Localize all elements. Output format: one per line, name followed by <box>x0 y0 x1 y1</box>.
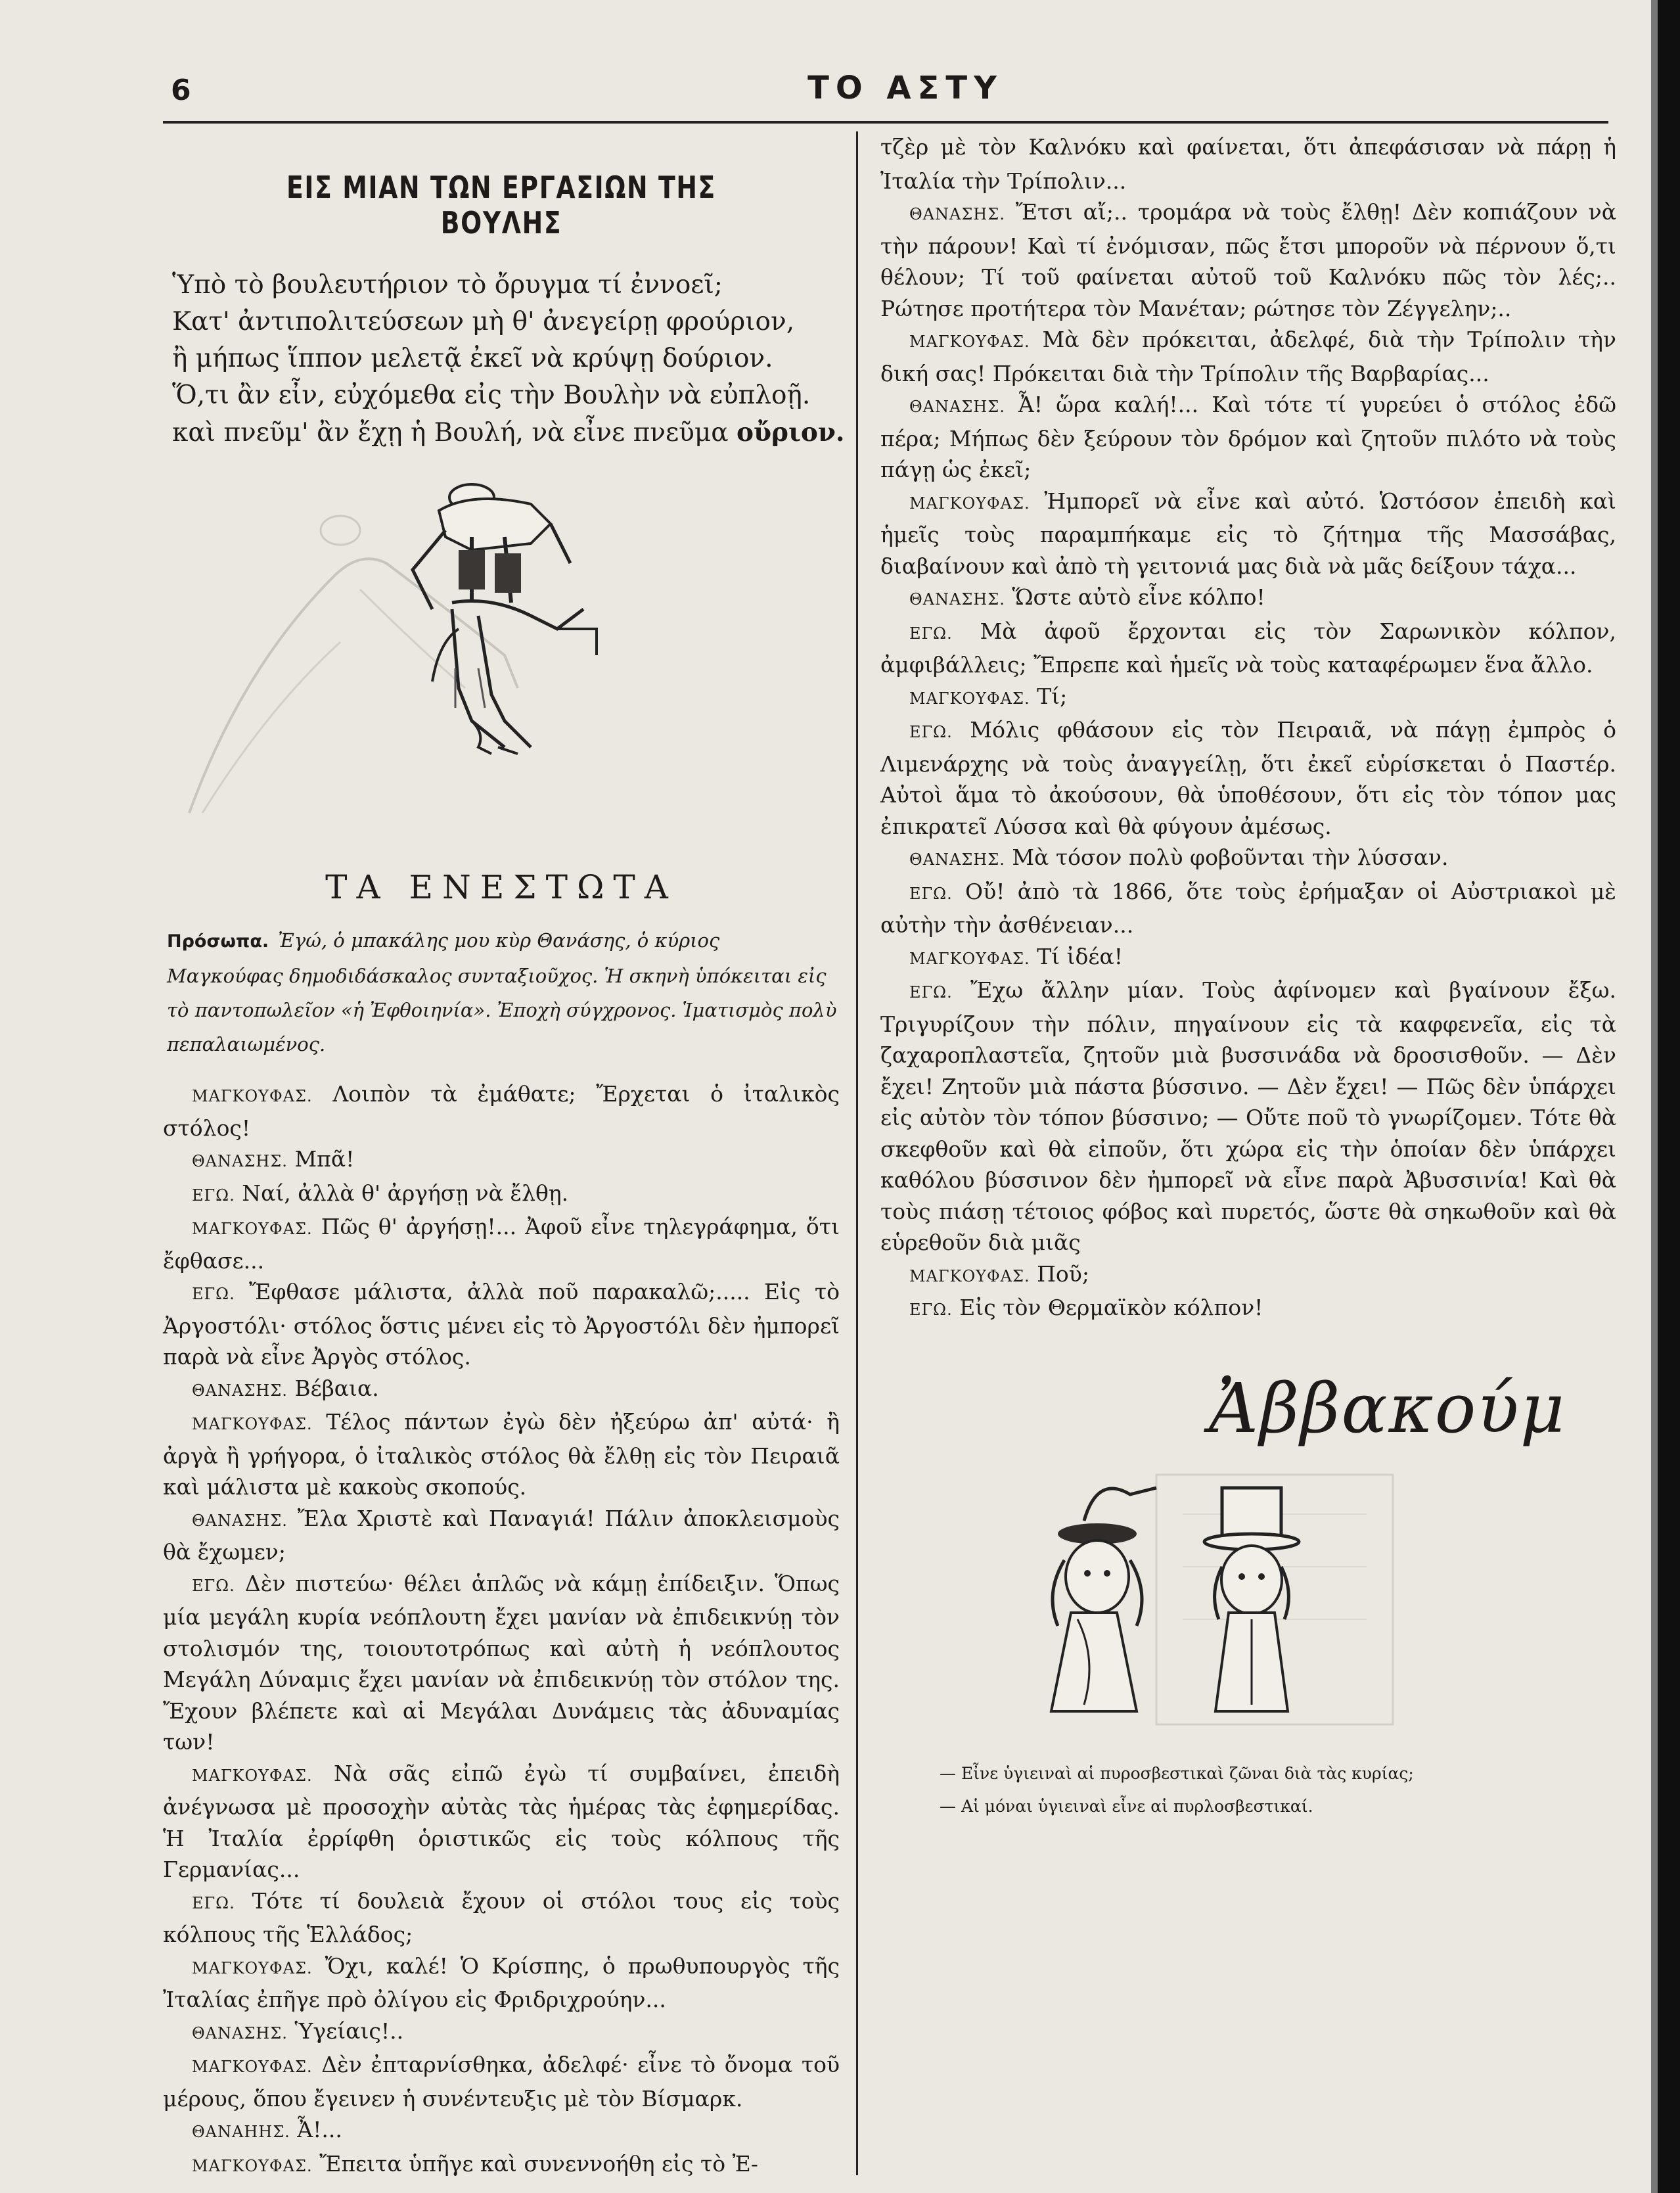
dialogue-line <box>880 876 1616 941</box>
dialogue-text: Τότε τί δουλειὰ ἔχουν οἱ στόλοι τους εἰς τοὺς κόλπους τῆς Ἑλλάδος; <box>163 1887 840 1947</box>
cast-text: Ἐγώ, ὁ μπακάλης μου κὺρ Θανάσης, ὁ κύριος Μαγκούφας δημοδιδάσκαλος συνταξιοῦχος. Ἡ σκηνὴ ὑπόκειται εἰς τὸ παντοπωλεῖον «ἡ Ἐφθοιηνία». Ἐποχὴ σύγχρονος. Ἱματισμὸς πολὺ πεπαλαιωμένος. <box>167 929 837 1055</box>
illustration-acrobats <box>163 471 840 859</box>
dialogue-text: Ἔχω ἄλλην μίαν. Τοὺς ἀφίνομεν καὶ βγαίνουν ἔξω. Τριγυρίζουν τὴν πόλιν, πηγαίνουν εἰς τὰ καφφενεῖα, εἰς τὰ ζαχαροπλαστεῖα, ζητοῦν μιὰ βυσσινάδα νὰ δροσισθοῦν. — Δὲν ἔχει! Ζητοῦν μιὰ πάστα βύσσινο. — Δὲν ἔχει! — Πῶς δὲν ὑπάρχει εἰς αὐτὸν τὸν τόπον βύσσινο; — Οὔτε ποῦ τὸ γνωρίζομεν. Τότε θὰ σκεφθοῦν καὶ θὰ εἰποῦν, ὅτι χώρα εἰς τὴν ὁποίαν δὲν ὑπάρχει καθόλου βύσσινον δὲν ἠμπορεῖ νὰ εἶνε παρὰ Ἀβυσσινία! Καὶ θὰ τοὺς πιάσῃ τέτοιος φόβος καὶ πυρετός, ὥστε θὰ σηκωθοῦν καὶ θὰ εὑρεθοῦν διὰ μιᾶς <box>880 977 1616 1255</box>
dialogue-line <box>163 1211 840 1276</box>
poem-last-line <box>172 414 845 451</box>
speaker-name: ΕΓΩ. <box>909 624 953 643</box>
speaker-name: ΜΑΓΚΟΥΦΑΣ. <box>909 494 1030 513</box>
dialogue-line <box>163 1951 840 2016</box>
speaker-name: ΕΓΩ. <box>192 1893 235 1912</box>
speaker-name: ΕΓΩ. <box>192 1285 235 1303</box>
author-signature: Ἀββακούμ <box>1209 1368 1566 1448</box>
dialogue-line <box>163 1758 840 1885</box>
scan-edge-shadow <box>1651 0 1658 2193</box>
speaker-name: ΜΑΓΚΟΥΦΑΣ. <box>192 1415 313 1433</box>
dialogue-text: Ὄχι, καλέ! Ὁ Κρίσπης, ὁ πρωθυπουργὸς τῆς Ἰταλίας ἐπῆγε πρὸ ὀλίγου εἰς Φριδριχρούην... <box>163 1952 840 2012</box>
acrobats-drawing <box>163 471 840 859</box>
dialogue-text: Ποῦ; <box>1037 1260 1089 1287</box>
dialogue-text: Δὲν ἐπταρνίσθηκα, ἀδελφέ· εἶνε τὸ ὄνομα τοῦ μέρους, ὅπου ἔγεινεν ἡ συνέντευξις μὲ τὸν Βίσμαρκ. <box>163 2052 840 2112</box>
dialogue-text: Εἰς τὸν Θερμαϊκὸν κόλπον! <box>959 1295 1263 1320</box>
page-number: 6 <box>171 74 191 107</box>
dialogue-text: Δὲν πιστεύω· θέλει ἁπλῶς νὰ κάμῃ ἐπίδειξιν. Ὅπως μία μεγάλη κυρία νεόπλουτη ἔχει μανίαν νὰ ἐπιδεικνύῃ τὸν στολισμόν της, τοιουτοτρόπως καὶ αὐτὴ ἡ νεόπλουτος Μεγάλη Δύναμις ἔχει μανίαν νὰ ἐπιδεικνύῃ τὸν στόλον της. Ἔχουν βλέπετε καὶ αἱ Μεγάλαι Δυνάμεις τὰς ἀδυναμίας των! <box>163 1570 840 1755</box>
dialogue-line <box>163 1078 840 1143</box>
dialogue-text: Τί ἰδέα! <box>1037 943 1124 969</box>
dialogue-line <box>163 1178 840 1212</box>
dialogue-text: Μόλις φθάσουν εἰς τὸν Πειραιᾶ, νὰ πάγῃ ἐμπρὸς ὁ Λιμενάρχης νὰ τοὺς ἀναγγείλῃ, ὅτι ἐκεῖ εὑρίσκεται ὁ Παστέρ. Αὐτοὶ ἅμα τὸ ἀκούσουν, θὰ ὑποθέσουν, ὅτι εἰς τὸν τόπον μας ἐπικρατεῖ Λύσσα καὶ θὰ φύγουν ἀμέσως. <box>880 717 1616 839</box>
dialogue-line <box>163 1885 840 1951</box>
speaker-name: ΜΑΓΚΟΥΦΑΣ. <box>192 1087 313 1105</box>
speaker-name: ΜΑΓΚΟΥΦΑΣ. <box>192 1958 313 1977</box>
speaker-name: ΘΑΝΑΣΗΣ. <box>909 205 1005 223</box>
dialogue-left <box>163 1078 840 2182</box>
dialogue-line <box>163 1373 840 1407</box>
dialogue-line <box>880 941 1616 975</box>
speaker-name: ΕΓΩ. <box>192 1576 235 1595</box>
dialogue-line <box>880 1292 1616 1326</box>
dialogue-line <box>880 389 1616 486</box>
dialogue-line <box>880 196 1616 324</box>
cartoon-two-figures <box>880 1462 1616 1738</box>
dialogue-text: Μὰ τόσον πολὺ φοβοῦνται τὴν λύσσαν. <box>1012 844 1449 870</box>
speaker-name: ΘΑΝΑΣΗΣ. <box>909 590 1005 609</box>
dialogue-line <box>163 2016 840 2050</box>
speaker-name: ΕΓΩ. <box>909 723 953 741</box>
speaker-name: ΜΑΓΚΟΥΦΑΣ. <box>909 949 1030 968</box>
dialogue-text: Ἔφθασε μάλιστα, ἀλλὰ ποῦ παρακαλῶ;..... Εἰς τὸ Ἀργοστόλι· στόλος ὅστις μένει εἰς τὸ Ἀργοστόλι δὲν ἠμπορεῖ παρὰ νὰ εἶνε Ἀργὸς στόλος. <box>163 1279 840 1370</box>
poem-headline: ΕΙΣ ΜΙΑΝ ΤΩΝ ΕΡΓΑΣΙΩΝ ΤΗΣ ΒΟΥΛΗΣ <box>286 170 716 241</box>
speaker-name: ΜΑΓΚΟΥΦΑΣ. <box>192 1220 313 1238</box>
dialogue-line <box>163 1503 840 1568</box>
speaker-name: ΕΓΩ. <box>909 1301 953 1319</box>
dialogue-text: Βέβαια. <box>294 1375 379 1401</box>
poem-line: Ὅ,τι ἂν εἶν, εὐχόμεθα εἰς τὴν Βουλὴν νὰ εὐπλοῇ. <box>172 381 811 410</box>
speaker-name: ΜΑΓΚΟΥΦΑΣ. <box>192 2156 313 2175</box>
poem <box>172 267 845 451</box>
dialogue-line <box>880 131 1616 196</box>
column-divider <box>856 131 858 2175</box>
dialogue-text: Τέλος πάντων ἐγὼ δὲν ἠξεύρω ἀπ' αὐτά· ἢ ἀργὰ ἢ γρήγορα, ὁ ἰταλικὸς στόλος θὰ ἔλθῃ εἰς τὸν Πειραιᾶ καὶ μάλιστα μὲ κακοὺς σκοπούς. <box>163 1409 840 1500</box>
poem-line: ἢ μήπως ἵππον μελετᾷ ἐκεῖ νὰ κρύψῃ δούριον. <box>172 344 773 373</box>
left-column <box>163 131 845 2182</box>
poem-line: καὶ πνεῦμ' ἂν ἔχῃ ἡ Βουλή, νὰ εἶνε πνεῦμα <box>172 418 729 448</box>
speaker-name: ΕΓΩ. <box>909 884 953 903</box>
dialogue-text: Ὑγείαις!.. <box>294 2018 404 2044</box>
speaker-name: ΕΓΩ. <box>192 1186 235 1205</box>
dialogue-text: Ἆ!... <box>297 2117 342 2142</box>
poem-line: Κατ' ἀντιπολιτεύσεων μὴ θ' ἀνεγείρῃ φρούριον, <box>172 307 795 336</box>
dialogue-text: Ὥστε αὐτὸ εἶνε κόλπο! <box>1012 584 1265 610</box>
cartoon-caption: — Εἶνε ὑγιειναὶ αἱ πυροσβεστικαὶ ζῶναι διὰ τὰς κυρίας; <box>940 1763 1414 1783</box>
cast-label: Πρόσωπα. <box>167 931 269 952</box>
dialogue-line <box>163 1568 840 1758</box>
dialogue-line <box>163 2148 840 2182</box>
speaker-name: ΘΑΝΑΣΗΣ. <box>192 1511 288 1530</box>
dialogue-line <box>880 616 1616 681</box>
dialogue-text: Ἆ! ὥρα καλή!... Καὶ τότε τί γυρεύει ὁ στόλος ἐδῶ πέρα; Μήπως δὲν ξεύρουν τὸν δρόμον καὶ ζητοῦν πιλότο νὰ τοὺς πάγῃ ὡς ἐκεῖ; <box>880 392 1616 482</box>
cartoon-caption: — Αἱ μόναι ὑγιειναὶ εἶνε αἱ πυρλοσβεστικαί. <box>940 1796 1313 1816</box>
dialogue-text: Οὔ! ἀπὸ τὰ 1866, ὅτε τοὺς ἐρήμαξαν οἱ Αὐστριακοὶ μὲ αὐτὴν τὴν ἀσθένειαν... <box>880 878 1616 938</box>
newspaper-title: ΤΟ ΑΣΤΥ <box>807 70 1003 106</box>
poem-line: Ὑπὸ τὸ βουλευτήριον τὸ ὄρυγμα τί ἐννοεῖ; <box>172 270 723 300</box>
dialogue-text: Νὰ σᾶς εἰπῶ ἐγὼ τί συμβαίνει, ἐπειδὴ ἀνέγνωσα μὲ προσοχὴν αὐτὰς τὰς ἡμέρας τὰς ἐφημερίδας. Ἡ Ἰταλία ἐρρίφθη ὁριστικῶς εἰς τοὺς κόλπους τῆς Γερμανίας... <box>163 1760 840 1882</box>
cartoon-captions <box>940 1757 1616 1823</box>
dialogue-text: Τί; <box>1037 683 1068 709</box>
dialogue-text: Ἔτσι αἴ;.. τρομάρα νὰ τοὺς ἔλθῃ! Δὲν κοπιάζουν νὰ τὴν πάρουν! Καὶ τί ἐνόμισαν, πῶς ἔτσι μποροῦν νὰ πέρνουν ὅ,τι θέλουν; Τί τοῦ φαίνεται αὐτοῦ τοῦ Καλνόκυ πῶς τὸν λές;.. Ρώτησε προτήτερα τὸν Μανέταν; ρώτησε τὸν Ζέγγελην;.. <box>880 199 1616 321</box>
poem-emphasis: οὔριον. <box>736 417 845 448</box>
speaker-name: ΘΑΝΑΣΗΣ. <box>192 1381 288 1400</box>
dialogue-title: ΤΑ ΕΝΕΣΤΩΤΑ <box>325 868 677 906</box>
header-rule <box>163 121 1608 124</box>
dialogue-text: Ἠμπορεῖ νὰ εἶνε καὶ αὐτό. Ὡστόσον ἐπειδὴ καὶ ἡμεῖς τοὺς παραμπήκαμε εἰς τὸ ζήτημα τῆς Μασσάβας, διαβαίνουν καὶ ἀπὸ τὴ γειτονιά μας διὰ νὰ μᾶς δείξουν τάχα... <box>880 488 1616 579</box>
dialogue-text: Λοιπὸν τὰ ἐμάθατε; Ἔρχεται ὁ ἰταλικὸς στόλος! <box>163 1081 840 1141</box>
right-column <box>880 131 1616 1823</box>
dialogue-line <box>880 1258 1616 1293</box>
speaker-name: ΜΑΓΚΟΥΦΑΣ. <box>192 2058 313 2076</box>
dialogue-line <box>163 1406 840 1503</box>
speaker-name: ΘΑΝΑΣΗΣ. <box>909 850 1005 869</box>
speaker-name: ΘΑΝΑΗΗΣ. <box>192 2123 290 2141</box>
speaker-name: ΘΑΝΑΣΗΣ. <box>192 2023 288 2043</box>
speaker-name: ΜΑΓΚΟΥΦΑΣ. <box>909 1266 1030 1285</box>
dialogue-line <box>880 486 1616 582</box>
speaker-name: ΘΑΝΑΣΗΣ. <box>909 398 1005 416</box>
dialogue-line <box>163 1276 840 1373</box>
page-header <box>163 70 1628 116</box>
scan-edge <box>1658 0 1680 2193</box>
dialogue-line <box>880 681 1616 715</box>
dialogue-text: Ἔλα Χριστὲ καὶ Παναγιά! Πάλιν ἀποκλεισμοὺς θὰ ἔχωμεν; <box>163 1505 840 1565</box>
speaker-name: ΘΑΝΑΣΗΣ. <box>192 1152 288 1170</box>
dialogue-line <box>163 2114 840 2148</box>
dialogue-text: Πῶς θ' ἀργήσῃ!... Ἀφοῦ εἶνε τηλεγράφημα, ὅτι ἔφθασε... <box>163 1214 840 1274</box>
dialogue-text: Μπᾶ! <box>294 1146 355 1172</box>
dialogue-line <box>880 324 1616 389</box>
dialogue-line <box>880 714 1616 842</box>
dialogue-text: Μὰ δὲν πρόκειται, ἀδελφέ, διὰ τὴν Τρίπολιν τὴν δική σας! Πρόκειται διὰ τὴν Τρίπολιν τῆς Βαρβαρίας... <box>880 327 1616 386</box>
dialogue-line <box>163 1143 840 1178</box>
dialogue-line <box>880 975 1616 1258</box>
dialogue-text: Ἔπειτα ὑπῆγε καὶ συνεννοήθη εἰς τὸ Ἐ- <box>319 2150 758 2177</box>
cartoon-drawing <box>880 1462 1616 1738</box>
speaker-name: ΜΑΓΚΟΥΦΑΣ. <box>909 333 1030 351</box>
speaker-name: ΜΑΓΚΟΥΦΑΣ. <box>192 1766 313 1785</box>
dialogue-line <box>880 842 1616 876</box>
speaker-name: ΕΓΩ. <box>909 983 953 1002</box>
cast-list <box>163 923 840 1061</box>
dialogue-text: τζὲρ μὲ τὸν Καλνόκυ καὶ φαίνεται, ὅτι ἀπεφάσισαν νὰ πάρῃ ἡ Ἰταλία τὴν Τρίπολιν... <box>880 134 1616 194</box>
speaker-name: ΜΑΓΚΟΥΦΑΣ. <box>909 689 1030 708</box>
dialogue-line <box>880 582 1616 616</box>
dialogue-text: Μὰ ἀφοῦ ἔρχονται εἰς τὸν Σαρωνικὸν κόλπον, ἀμφιβάλλεις; Ἔπρεπε καὶ ἡμεῖς νὰ τοὺς καταφέρωμεν ἕνα ἄλλο. <box>880 618 1616 678</box>
dialogue-text: Ναί, ἀλλὰ θ' ἀργήσῃ νὰ ἔλθῃ. <box>242 1180 569 1206</box>
dialogue-right <box>880 131 1616 1326</box>
dialogue-line <box>163 2049 840 2114</box>
